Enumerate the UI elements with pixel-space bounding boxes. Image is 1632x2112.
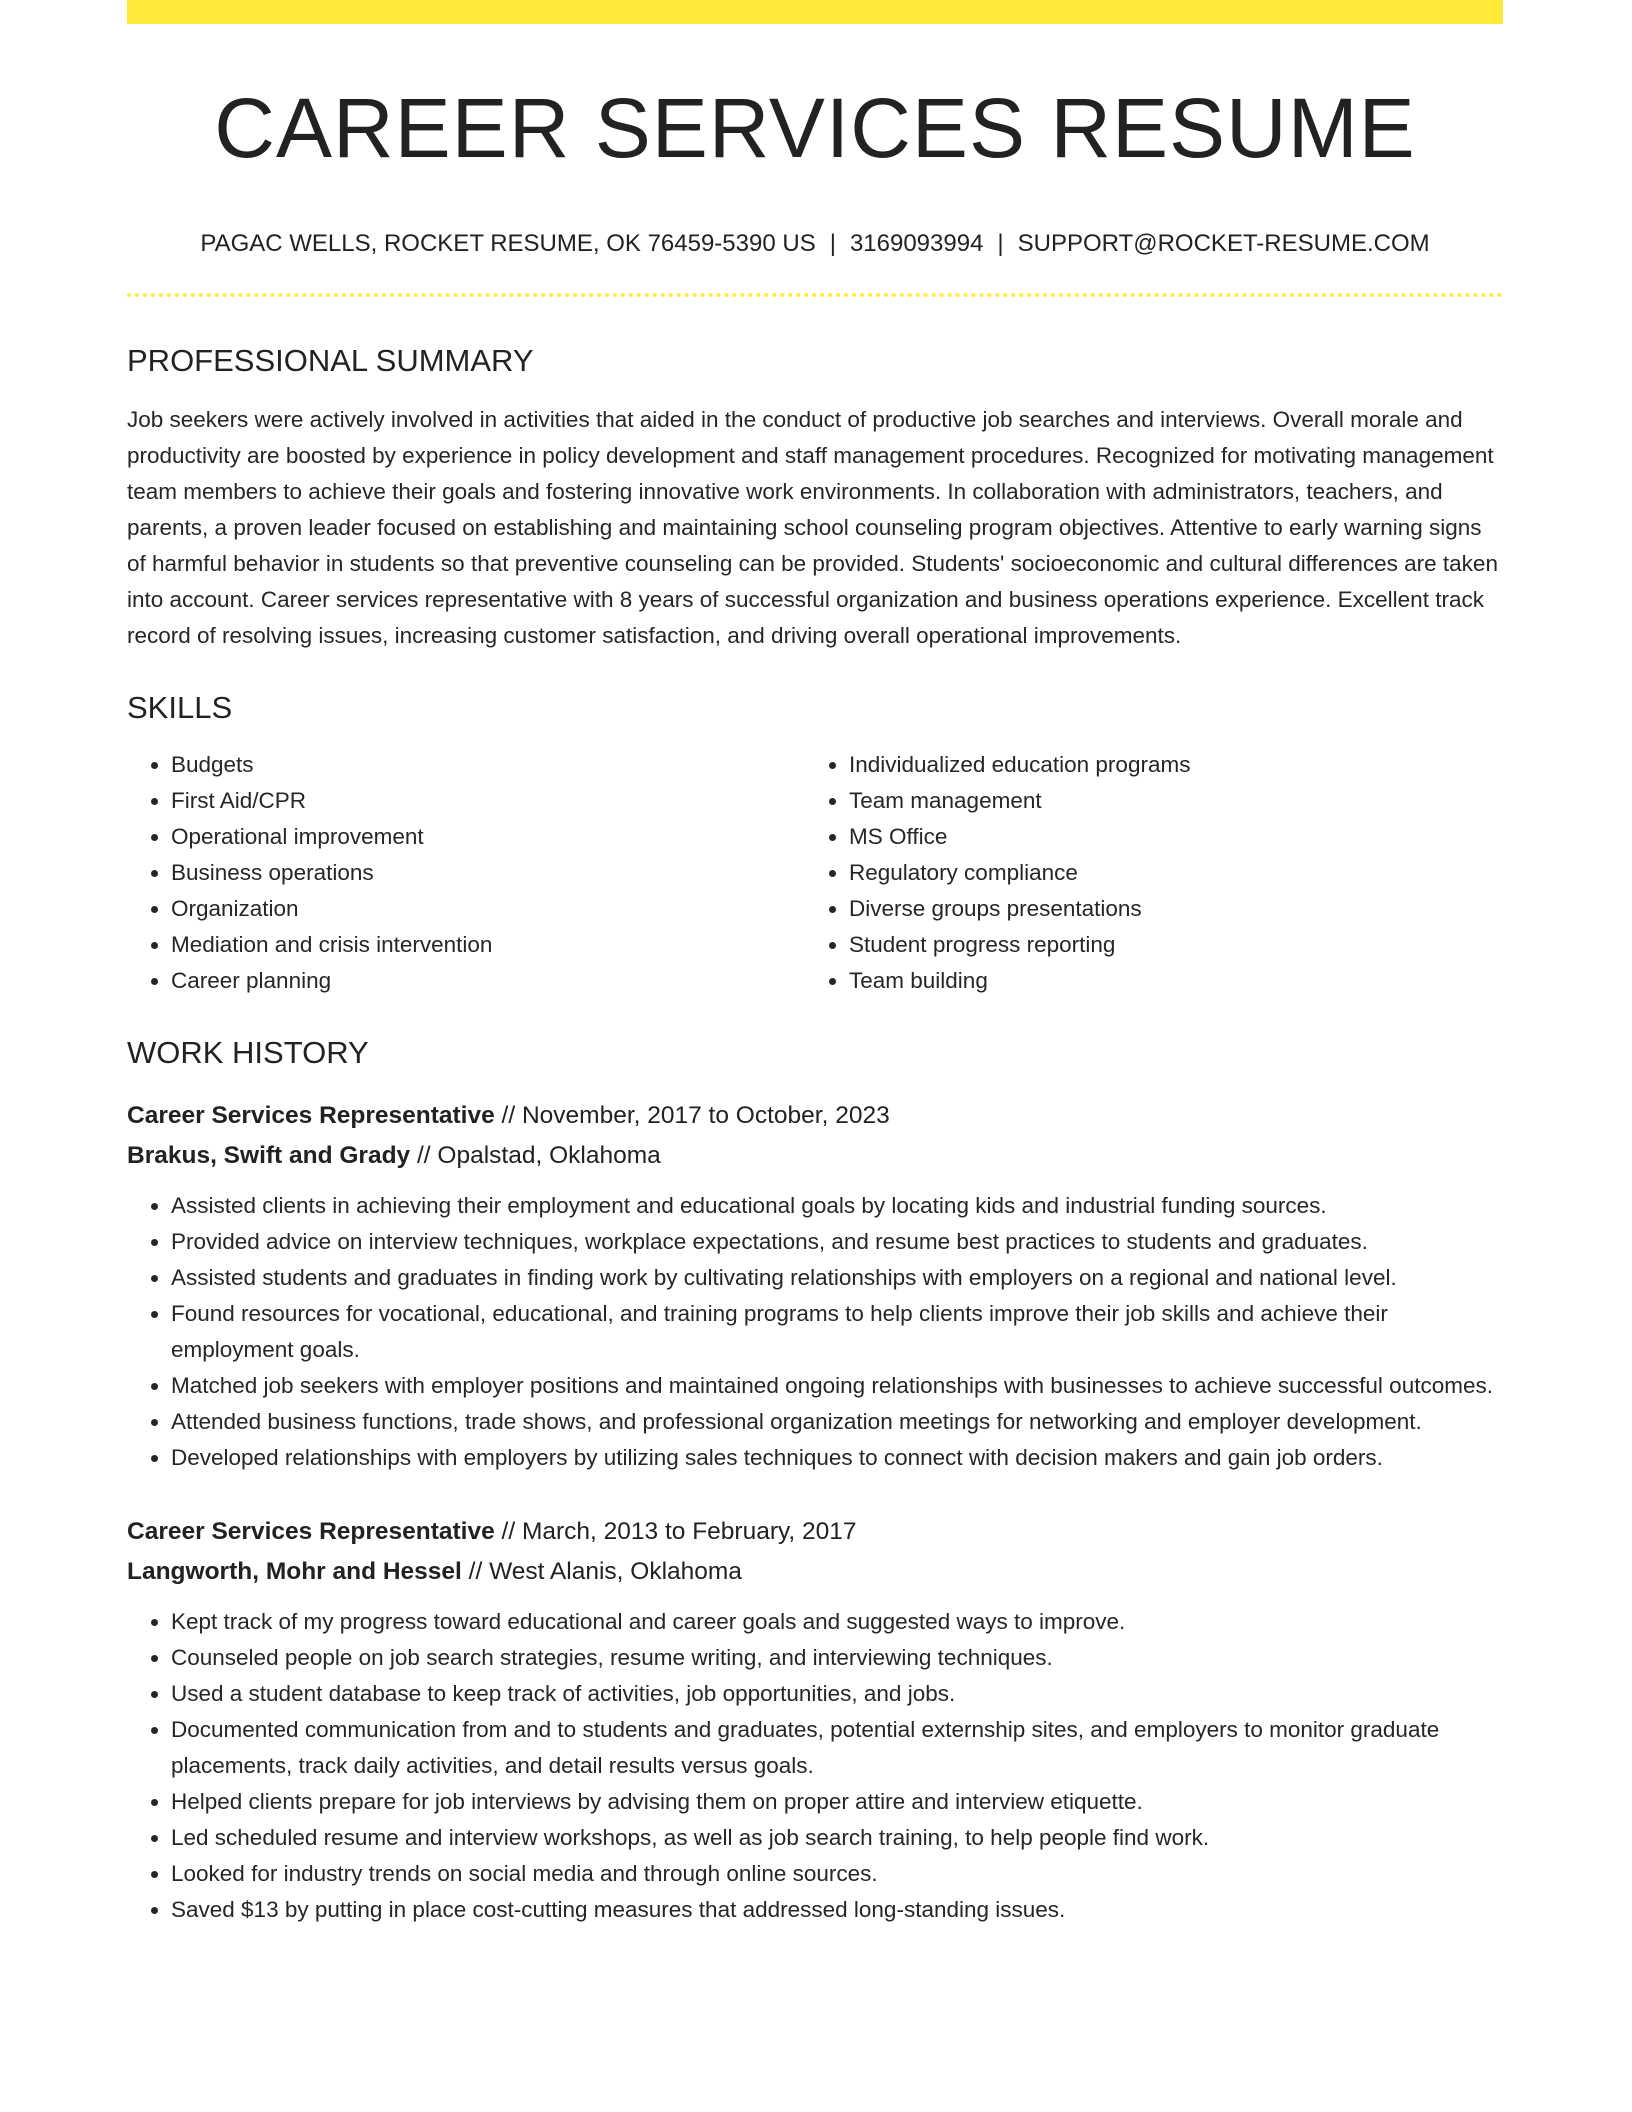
skill-item: • Career planning	[171, 963, 805, 999]
top-accent-bar	[127, 0, 1503, 24]
job-duty: • Documented communication from and to students and graduates, potential externship sites, and employers to monitor graduate placements, track daily activities, and detail results versus goals.	[171, 1712, 1503, 1784]
job-duty: • Led scheduled resume and interview workshops, as well as job search training, to help people find work.	[171, 1820, 1503, 1856]
summary-heading: PROFESSIONAL SUMMARY	[127, 343, 534, 378]
skills-list	[127, 747, 1503, 999]
job-duty: • Provided advice on interview techniques, workplace expectations, and resume best practices to students and graduates.	[171, 1224, 1503, 1260]
job-duty: • Kept track of my progress toward educational and career goals and suggested ways to improve.	[171, 1604, 1503, 1640]
skills-column-left	[127, 747, 805, 999]
resume-page	[127, 0, 1503, 1928]
skill-item: • Team building	[849, 963, 1483, 999]
job-duty: • Used a student database to keep track of activities, job opportunities, and jobs.	[171, 1676, 1503, 1712]
skill-item: • Diverse groups presentations	[849, 891, 1483, 927]
skill-item: • Business operations	[171, 855, 805, 891]
contact-separator: |	[829, 230, 836, 257]
job-duty: • Assisted students and graduates in finding work by cultivating relationships with employers on a regional and national level.	[171, 1260, 1503, 1296]
contact-email: SUPPORT@ROCKET-RESUME.COM	[1017, 230, 1430, 257]
resume-title: CAREER SERVICES RESUME	[214, 81, 1416, 175]
job-location: // West Alanis, Oklahoma	[461, 1558, 742, 1585]
contact-address: PAGAC WELLS, ROCKET RESUME, OK 76459-5390 US	[200, 230, 816, 257]
job-duty: • Developed relationships with employers by utilizing sales techniques to connect with decision makers and gain job orders.	[171, 1440, 1503, 1476]
skill-item: • First Aid/CPR	[171, 783, 805, 819]
skill-item: • Organization	[171, 891, 805, 927]
job-title: Career Services Representative	[127, 1518, 495, 1545]
job-duty: • Saved $13 by putting in place cost-cutting measures that addressed long-standing issues.	[171, 1892, 1503, 1928]
job-company-line	[127, 1552, 1503, 1592]
job-company-line	[127, 1136, 1503, 1176]
job-company: Langworth, Mohr and Hessel	[127, 1558, 462, 1585]
job-location: // Opalstad, Oklahoma	[410, 1142, 661, 1169]
skill-item: • Student progress reporting	[849, 927, 1483, 963]
skill-item: • Operational improvement	[171, 819, 805, 855]
job-duty: • Counseled people on job search strategies, resume writing, and interviewing techniques.	[171, 1640, 1503, 1676]
skill-item: • Mediation and crisis intervention	[171, 927, 805, 963]
skill-item: • MS Office	[849, 819, 1483, 855]
job-duty: • Looked for industry trends on social media and through online sources.	[171, 1856, 1503, 1892]
job-entry	[127, 1512, 1503, 1928]
job-duty: • Matched job seekers with employer positions and maintained ongoing relationships with businesses to achieve successful outcomes.	[171, 1368, 1503, 1404]
job-duty: • Attended business functions, trade shows, and professional organization meetings for networking and employer development.	[171, 1404, 1503, 1440]
skill-item: • Budgets	[171, 747, 805, 783]
skills-heading: SKILLS	[127, 690, 233, 725]
skills-column-right	[805, 747, 1483, 999]
job-duty: • Assisted clients in achieving their employment and educational goals by locating kids and industrial funding sources.	[171, 1188, 1503, 1224]
job-duties	[127, 1188, 1503, 1476]
summary-text: Job seekers were actively involved in activities that aided in the conduct of productive job searches and interviews. Overall morale and productivity are boosted by experience in policy development and staff management procedures. Recognized for motivating management team members to achieve their goals and fostering innovative work environments. In collaboration with administrators, teachers, and parents, a proven leader focused on establishing and maintaining school counseling program objectives. Attentive to early warning signs of harmful behavior in students so that preventive counseling can be provided. Students' socioeconomic and cultural differences are taken into account. Career services representative with 8 years of successful organization and business operations experience. Excellent track record of resolving issues, increasing customer satisfaction, and driving overall operational improvements.	[127, 407, 1498, 648]
job-entry	[127, 1096, 1503, 1476]
job-title: Career Services Representative	[127, 1102, 495, 1129]
job-dates: // March, 2013 to February, 2017	[494, 1518, 857, 1545]
job-duties	[127, 1604, 1503, 1928]
job-company: Brakus, Swift and Grady	[127, 1142, 411, 1169]
job-duty: • Found resources for vocational, educational, and training programs to help clients improve their job skills and achieve their employment goals.	[171, 1296, 1503, 1368]
work-history-heading: WORK HISTORY	[127, 1035, 369, 1070]
job-dates: // November, 2017 to October, 2023	[494, 1102, 890, 1129]
skill-item: • Team management	[849, 783, 1483, 819]
skill-item: • Individualized education programs	[849, 747, 1483, 783]
job-title-line	[127, 1512, 1503, 1552]
job-duty: • Helped clients prepare for job interviews by advising them on proper attire and interview etiquette.	[171, 1784, 1503, 1820]
dotted-divider	[127, 293, 1503, 297]
contact-separator: |	[997, 230, 1004, 257]
contact-phone: 3169093994	[849, 230, 984, 257]
skill-item: • Regulatory compliance	[849, 855, 1483, 891]
contact-line	[127, 232, 1503, 256]
job-title-line	[127, 1096, 1503, 1136]
